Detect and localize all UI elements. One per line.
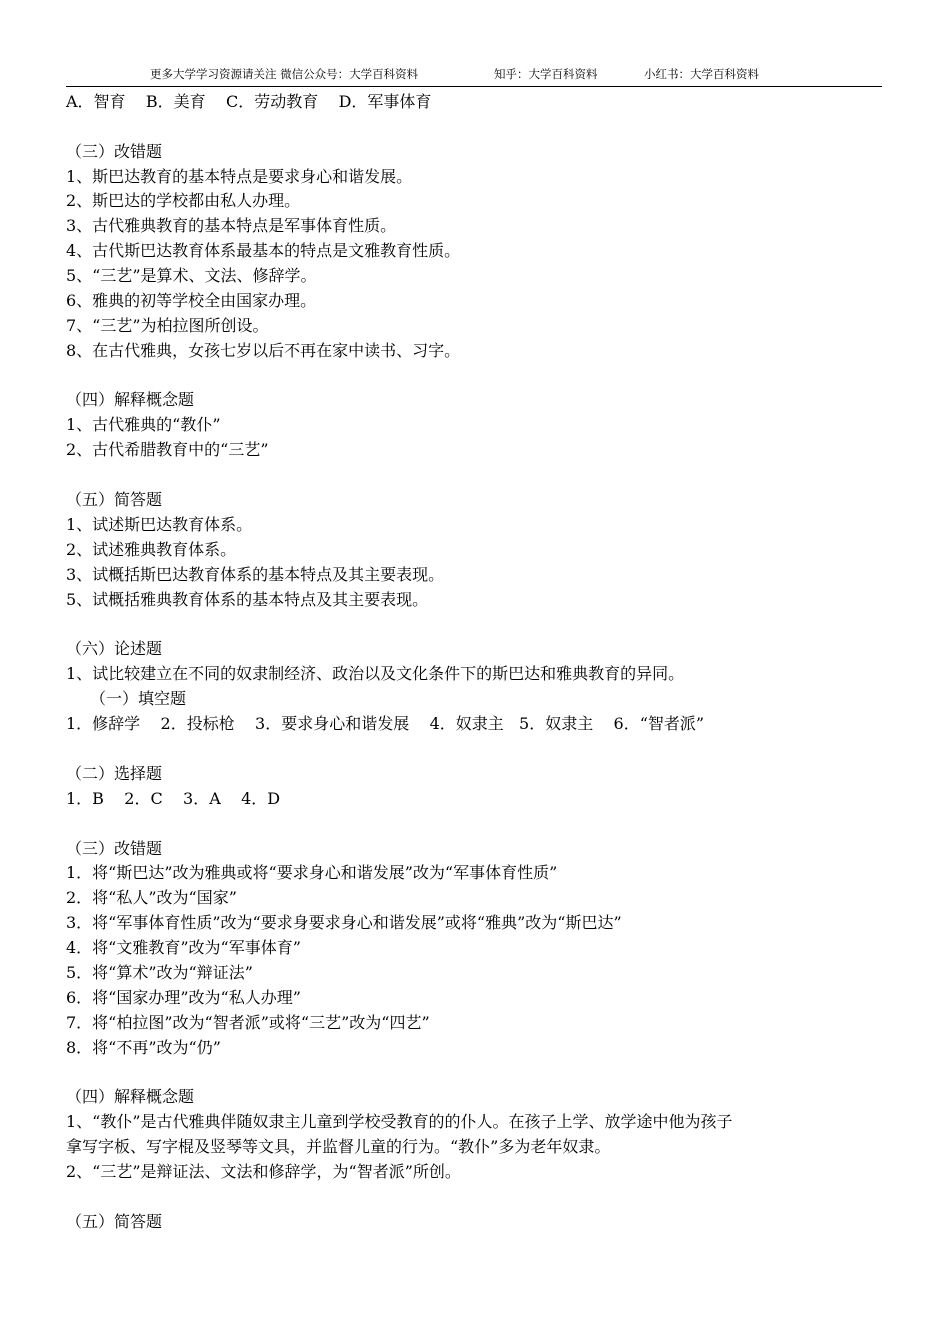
- answer-line: 5．将“算术”改为“辩证法”: [66, 963, 253, 982]
- answer-paragraph: 拿写字板、写字棍及竖琴等文具，并监督儿童的行为。“教仆”多为老年奴隶。: [66, 1137, 611, 1156]
- answer-line: 8．将“不再”改为“仍”: [66, 1038, 221, 1057]
- section-heading: （三）改错题: [66, 142, 163, 161]
- section-heading: （六）论述题: [66, 639, 163, 658]
- answer-line: 1．B 2．C 3．A 4．D: [66, 789, 281, 808]
- question-item: 2、斯巴达的学校都由私人办理。: [66, 191, 301, 210]
- answer-line: 7．将“柏拉图”改为“智者派”或将“三艺”改为“四艺”: [66, 1013, 430, 1032]
- answer-line: 1．修辞学 2．投标枪 3．要求身心和谐发展 4．奴隶主 5．奴隶主 6．“智者派”: [66, 714, 705, 733]
- question-item: 2、古代希腊教育中的“三艺”: [66, 440, 269, 459]
- question-item: 1、古代雅典的“教仆”: [66, 415, 221, 434]
- section-heading: （四）解释概念题: [66, 390, 195, 409]
- answer-paragraph: 2、“三艺”是辩证法、文法和修辞学，为“智者派”所创。: [66, 1162, 461, 1181]
- page-header: [66, 64, 882, 87]
- answer-section-heading: （一）填空题: [90, 689, 187, 708]
- question-item: 2、试述雅典教育体系。: [66, 540, 237, 559]
- header-xiaohongshu-text: 小红书：大学百科资料: [644, 67, 759, 81]
- question-item: 7、“三艺”为柏拉图所创设。: [66, 316, 269, 335]
- question-item: 5、“三艺”是算术、文法、修辞学。: [66, 266, 317, 285]
- answer-paragraph: 1、“教仆”是古代雅典伴随奴隶主儿童到学校受教育的的仆人。在孩子上学、放学途中他为孩子: [66, 1112, 733, 1131]
- answer-section-heading: （五）简答题: [66, 1212, 163, 1231]
- section-heading: （五）简答题: [66, 490, 163, 509]
- question-item: 5、试概括雅典教育体系的基本特点及其主要表现。: [66, 590, 429, 609]
- answer-line: 1．将“斯巴达”改为雅典或将“要求身心和谐发展”改为“军事体育性质”: [66, 863, 558, 882]
- question-item: 1、试述斯巴达教育体系。: [66, 515, 253, 534]
- answer-line: 2．将“私人”改为“国家”: [66, 888, 237, 907]
- answer-line: 3．将“军事体育性质”改为“要求身要求身心和谐发展”或将“雅典”改为“斯巴达”: [66, 913, 622, 932]
- header-zhihu-text: 知乎：大学百科资料: [494, 67, 598, 81]
- question-item: 1、斯巴达教育的基本特点是要求身心和谐发展。: [66, 167, 413, 186]
- header-wechat-text: 更多大学学习资源请关注 微信公众号：大学百科资料: [150, 67, 419, 81]
- question-item: 6、雅典的初等学校全由国家办理。: [66, 291, 317, 310]
- answer-line: 4．将“文雅教育”改为“军事体育”: [66, 938, 301, 957]
- question-item: 3、试概括斯巴达教育体系的基本特点及其主要表现。: [66, 565, 445, 584]
- question-item: 3、古代雅典教育的基本特点是军事体育性质。: [66, 216, 397, 235]
- question-item: 8、在古代雅典，女孩七岁以后不再在家中读书、习字。: [66, 341, 461, 360]
- answer-line: 6．将“国家办理”改为“私人办理”: [66, 988, 301, 1007]
- question-item: 1、试比较建立在不同的奴隶制经济、政治以及文化条件下的斯巴达和雅典教育的异同。: [66, 664, 685, 683]
- choice-options: A．智育 B．美育 C．劳动教育 D．军事体育: [66, 92, 432, 111]
- answer-section-heading: （四）解释概念题: [66, 1087, 195, 1106]
- question-item: 4、古代斯巴达教育体系最基本的特点是文雅教育性质。: [66, 241, 461, 260]
- answer-section-heading: （二）选择题: [66, 764, 163, 783]
- answer-section-heading: （三）改错题: [66, 839, 163, 858]
